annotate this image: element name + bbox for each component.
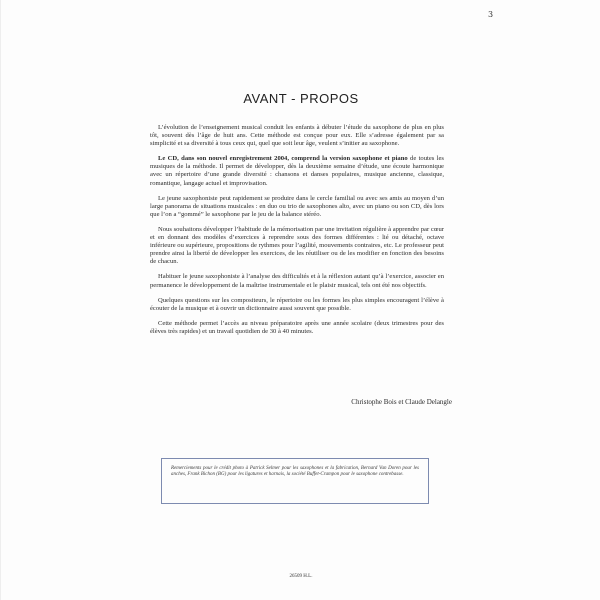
paragraph-lead-bold: Le CD, dans son nouvel enregistrement 2004, comprend la version saxophone et piano xyxy=(158,155,408,163)
paragraph-text: Cette méthode permet l’accès au niveau préparatoire après une année scolaire (deux trimestres pour des élèves très rapides) et un travail quotidien de 30 à 40 minutes. xyxy=(150,319,444,335)
catalog-number: 26509 H.L. xyxy=(289,574,313,579)
paragraph-1 xyxy=(150,124,444,148)
signature: Christophe Bois et Claude Delangle xyxy=(351,398,452,406)
paragraph-text: de toutes les musiques de la méthode. Il permet de développer, dès la deuxième semaine d’étude, une écoute harmonique avec un répertoire d’une grande diversité : chansons et danses populaires, musique ancienne, classique, romantique, langage actuel et improvisation. xyxy=(150,155,444,187)
paragraph-7 xyxy=(150,320,444,336)
page-title: AVANT - PROPOS xyxy=(243,91,359,106)
page-number: 3 xyxy=(488,10,494,19)
paragraph-2 xyxy=(150,155,444,187)
paragraph-text: Habituer le jeune saxophoniste à l’analyse des difficultés et à la réflexion autant qu’à l’exercice, associer en permanence le développement de la maîtrise instrumentale et le plaisir musical, tels ont été nos objectifs. xyxy=(150,273,444,289)
paragraph-text: Quelques questions sur les compositeurs, le répertoire ou les formes les plus simples encouragent l’élève à écouter de la musique et à ouvrir un dictionnaire aussi souvent que possible. xyxy=(150,296,444,312)
paragraph-text: Le jeune saxophoniste peut rapidement se produire dans le cercle familial ou avec ses amis au moyen d’un large panorama de situations musicales : en duo ou trio de saxophones alto, avec un piano ou son CD, dès lors que l’on a “gommé” le saxophone par le jeu de la balance stéréo. xyxy=(150,194,444,218)
paragraph-3 xyxy=(150,195,444,219)
paragraph-5 xyxy=(150,273,444,289)
paragraph-text: L’évolution de l’enseignement musical conduit les enfants à débuter l’étude du saxophone de plus en plus tôt, souvent dès l’âge de huit ans. Cette méthode est conçue pour eux. Elle s’adresse également par sa simplicité et sa diversité à tous ceux qui, quel que soit leur âge, veulent s’initier au saxophone. xyxy=(150,124,444,148)
paragraph-6 xyxy=(150,297,444,313)
body-text xyxy=(150,124,444,343)
paragraph-text: Nous souhaitons développer l’habitude de la mémorisation par une invitation régulière à apprendre par cœur et en donnant des modèles d’exercices à reprendre sous des formes différentes : lié ou détaché, octave inférieure ou supérieure, propositions de rythmes pour l’agilité, mouvements contraires, etc. Le professeur peut prendre ainsi la liberté de développer les exercices, de les réutiliser ou de les modifier en fonction des besoins de chacun. xyxy=(150,225,445,266)
credits-box: Remerciements pour le crédit photo à Patrick Selmer pour les saxophones et la fabrication, Bernard Van Doren pour les anches, Frank Bichon (BG) pour les ligatures et harnais, la société Buffet-Crampon pour le saxophone contrebasse. xyxy=(161,458,429,504)
paragraph-4 xyxy=(150,226,444,266)
